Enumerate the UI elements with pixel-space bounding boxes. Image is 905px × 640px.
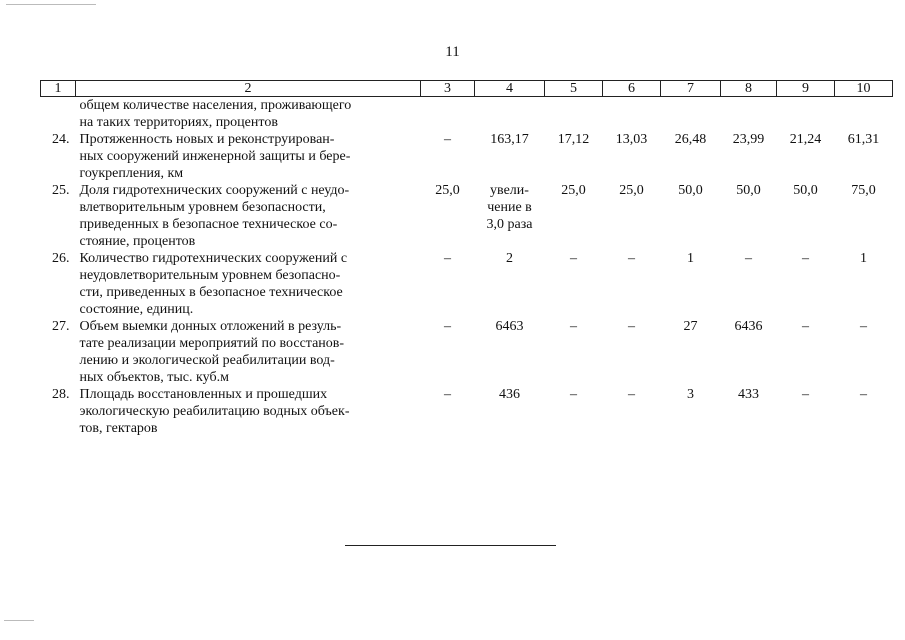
row-description bbox=[76, 318, 421, 386]
description-line: ных объектов, тыс. куб.м bbox=[79, 370, 229, 385]
value-cell-col-5: 25,0 bbox=[561, 183, 586, 198]
value-cell-col-10: 1 bbox=[860, 251, 867, 266]
description-line: стояние, процентов bbox=[79, 234, 196, 249]
description-line: гоукрепления, км bbox=[79, 166, 184, 181]
value-cell-col-10: 75,0 bbox=[851, 183, 876, 198]
value-cell-col-8: 433 bbox=[738, 387, 759, 402]
value-cell-col-4: 436 bbox=[499, 387, 520, 402]
description-line: тов, гектаров bbox=[79, 421, 158, 436]
header-cell: 10 bbox=[835, 81, 893, 97]
value-cell-col-4: 163,17 bbox=[490, 132, 529, 147]
value-cell-col-10: – bbox=[860, 319, 867, 334]
table-row bbox=[41, 386, 893, 437]
description-line: экологическую реабилитацию водных объек- bbox=[79, 404, 350, 419]
value-cell-col-6: 25,0 bbox=[619, 183, 644, 198]
header-cell: 7 bbox=[661, 81, 721, 97]
value-cell-col-9: 21,24 bbox=[789, 132, 822, 147]
description-line: влетворительным уровнем безопасности, bbox=[79, 200, 326, 215]
row-number: 24. bbox=[52, 132, 70, 147]
description-line: Площадь восстановленных и прошедших bbox=[79, 387, 328, 402]
value-cell-col-5: – bbox=[570, 387, 577, 402]
scan-artifact bbox=[6, 4, 96, 5]
value-cell-col-3: – bbox=[444, 319, 451, 334]
row-description bbox=[76, 97, 421, 132]
table-body bbox=[41, 97, 893, 438]
value-cell-col-3: – bbox=[444, 387, 451, 402]
scan-artifact bbox=[4, 620, 34, 621]
value-cell-col-3: – bbox=[444, 132, 451, 147]
description-line: на таких территориях, процентов bbox=[79, 115, 278, 130]
description-line: приведенных в безопасное техническое со- bbox=[79, 217, 338, 232]
row-number: 25. bbox=[52, 183, 70, 198]
table-row bbox=[41, 250, 893, 318]
header-cell: 8 bbox=[721, 81, 777, 97]
value-cell-col-6: – bbox=[628, 251, 635, 266]
row-number: 27. bbox=[52, 319, 70, 334]
description-line: Доля гидротехнических сооружений с неудо- bbox=[79, 183, 350, 198]
header-cell: 6 bbox=[603, 81, 661, 97]
header-cell: 2 bbox=[76, 81, 421, 97]
value-cell-col-3: 25,0 bbox=[435, 183, 460, 198]
description-line: Объем выемки донных отложений в резуль- bbox=[79, 319, 342, 334]
table-row bbox=[41, 131, 893, 182]
description-line: сти, приведенных в безопасное техническое bbox=[79, 285, 343, 300]
value-cell-col-9: 50,0 bbox=[793, 183, 818, 198]
header-cell: 5 bbox=[545, 81, 603, 97]
header-cell: 1 bbox=[41, 81, 76, 97]
page-number: 11 bbox=[445, 44, 460, 60]
table-row bbox=[41, 318, 893, 386]
header-cell: 4 bbox=[475, 81, 545, 97]
description-line: Количество гидротехнических сооружений с bbox=[79, 251, 348, 266]
value-cell-col-10: 61,31 bbox=[847, 132, 880, 147]
value-cell-col-6: 13,03 bbox=[615, 132, 648, 147]
row-description bbox=[76, 386, 421, 437]
table-row bbox=[41, 182, 893, 250]
value-cell-col-9: – bbox=[802, 319, 809, 334]
row-number: 28. bbox=[52, 387, 70, 402]
header-cell: 3 bbox=[421, 81, 475, 97]
row-number bbox=[41, 97, 76, 132]
row-description bbox=[76, 131, 421, 182]
value-cell-col-9: – bbox=[802, 387, 809, 402]
row-description bbox=[76, 250, 421, 318]
value-cell-col-6: – bbox=[628, 387, 635, 402]
header-cell: 9 bbox=[777, 81, 835, 97]
value-cell-col-8: 6436 bbox=[734, 319, 763, 334]
value-cell-col-7: 27 bbox=[683, 319, 698, 334]
description-line: общем количестве населения, проживающего bbox=[79, 98, 352, 113]
value-cell-col-8: 23,99 bbox=[732, 132, 765, 147]
description-line: тате реализации мероприятий по восстанов- bbox=[79, 336, 345, 351]
row-description bbox=[76, 182, 421, 250]
continuation-row bbox=[41, 97, 893, 132]
value-cell-col-8: 50,0 bbox=[736, 183, 761, 198]
header-row bbox=[41, 81, 893, 97]
value-cell-col-5: 17,12 bbox=[557, 132, 590, 147]
description-line: лению и экологической реабилитации вод- bbox=[79, 353, 335, 368]
value-cell-col-5: – bbox=[570, 319, 577, 334]
value-cell-col-6: – bbox=[628, 319, 635, 334]
value-cell-col-7: 1 bbox=[687, 251, 694, 266]
value-cell-col-7: 50,0 bbox=[678, 183, 703, 198]
value-cell-col-10: – bbox=[860, 387, 867, 402]
description-line: неудовлетворительным уровнем безопасно- bbox=[79, 268, 341, 283]
value-cell-col-3: – bbox=[444, 251, 451, 266]
value-cell-col-4: увели- чение в 3,0 раза bbox=[486, 183, 533, 232]
table-header bbox=[41, 81, 893, 97]
indicators-table bbox=[40, 80, 893, 437]
value-cell-col-4: 6463 bbox=[495, 319, 524, 334]
value-cell-col-7: 26,48 bbox=[674, 132, 707, 147]
description-line: Протяженность новых и реконструирован- bbox=[79, 132, 335, 147]
value-cell-col-8: – bbox=[745, 251, 752, 266]
value-cell-col-4: 2 bbox=[506, 251, 513, 266]
row-number: 26. bbox=[52, 251, 70, 266]
footer-rule bbox=[345, 545, 556, 546]
value-cell-col-5: – bbox=[570, 251, 577, 266]
description-line: ных сооружений инженерной защиты и бере- bbox=[79, 149, 351, 164]
value-cell-col-7: 3 bbox=[687, 387, 694, 402]
value-cell-col-9: – bbox=[802, 251, 809, 266]
description-line: состояние, единиц. bbox=[79, 302, 194, 317]
